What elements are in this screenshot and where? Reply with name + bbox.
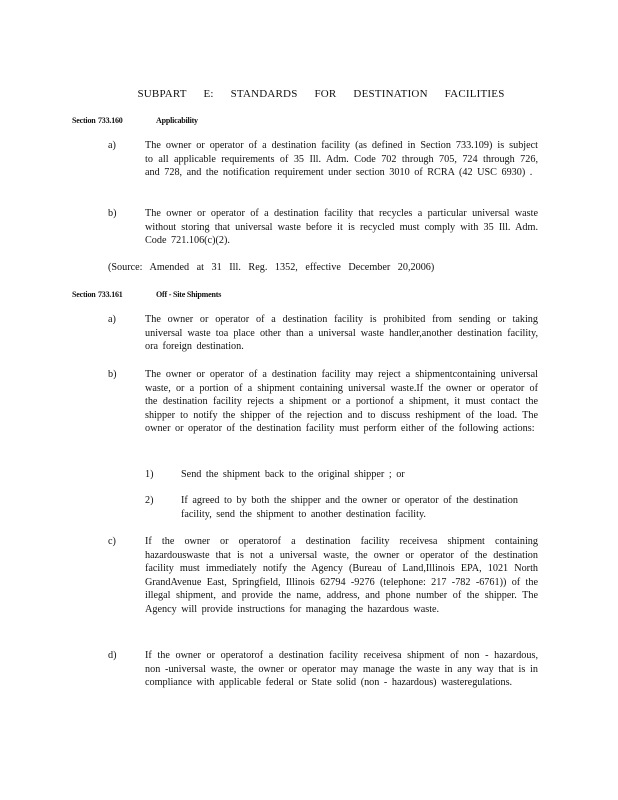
subitem-marker: 2) (145, 495, 154, 506)
paragraph-marker: b) (108, 369, 117, 380)
paragraph-text: The owner or operator of a destination facility is prohibited from sending or taking universal waste toa place other than a universal waste handler,another destination facility, ora foreign destination. (145, 314, 538, 353)
section-number: 733.161 (98, 290, 123, 299)
paragraph-text: If the owner or operatorof a destination facility receivesa shipment containing hazardouswaste that is not a universal waste, the owner or operator of the destination facility must immediately notify the Agency (Bureau of Land,Illinois EPA, 1021 North GrandAvenue East, Springfield, Illinois 62794 -9276 (telephone: 217 -782 -6761)) of the illegal shipment, and provide the name, address, and phone number of the shipper. The Agency will provide instructions for managing the hazardous waste. (145, 536, 538, 615)
paragraph-marker: c) (108, 536, 116, 547)
section-title: Applicability (156, 116, 198, 125)
paragraph-text: The owner or operator of a destination facility that recycles a particular universal waste without storing that universal waste before it is recycled must comply with 35 Ill. Adm. Code 721.106(c)(2). (145, 208, 538, 247)
section-heading-733-161 (72, 290, 222, 299)
section-number: 733.160 (98, 116, 123, 125)
paragraph-733-161-a (108, 313, 538, 354)
section-label: Section (72, 290, 96, 299)
paragraph-733-160-a (108, 139, 538, 180)
paragraph-text: The owner or operator of a destination facility (as defined in Section 733.109) is subject to all applicable requirements of 35 Ill. Adm. Code 702 through 705, 724 through 726, and 728, and the notification requirement under section 3010 of RCRA (42 USC 6930) . (145, 140, 538, 179)
paragraph-733-161-d (108, 649, 538, 690)
subitem-2 (145, 494, 525, 521)
subitem-1 (145, 468, 525, 482)
subitem-text: If agreed to by both the shipper and the owner or operator of the destination facility, send the shipment to another destination facility. (181, 495, 518, 520)
paragraph-733-161-c (108, 535, 538, 617)
paragraph-marker: a) (108, 140, 116, 151)
paragraph-marker: d) (108, 650, 117, 661)
paragraph-733-161-b (108, 368, 538, 436)
page-title: SUBPART E: STANDARDS FOR DESTINATION FACILITIES (137, 88, 505, 100)
section-heading-733-160 (72, 116, 198, 125)
section-label: Section (72, 116, 96, 125)
subitem-text: Send the shipment back to the original shipper ; or (181, 469, 405, 480)
section-title: Off - Site Shipments (156, 290, 222, 299)
paragraph-marker: a) (108, 314, 116, 325)
subitem-marker: 1) (145, 469, 154, 480)
paragraph-text: If the owner or operatorof a destination facility receivesa shipment of non - hazardous, non -universal waste, the owner or operator may manage the waste in any way that is in compliance with applicable federal or State solid (non - hazardous) wasteregulations. (145, 650, 538, 689)
paragraph-text: The owner or operator of a destination facility may reject a shipmentcontaining universal waste, or a portion of a shipment containing universal waste.If the owner or operator of the destination facility rejects a shipment or a portionof a shipment, it must contact the shipper to notify the shipper of the rejection and to discuss reshipment of the load. The owner or operator of the destination facility must perform either of the following actions: (145, 369, 538, 435)
paragraph-733-160-b (108, 207, 538, 248)
paragraph-marker: b) (108, 208, 117, 219)
source-note: (Source: Amended at 31 Ill. Reg. 1352, effective December 20,2006) (108, 262, 435, 273)
